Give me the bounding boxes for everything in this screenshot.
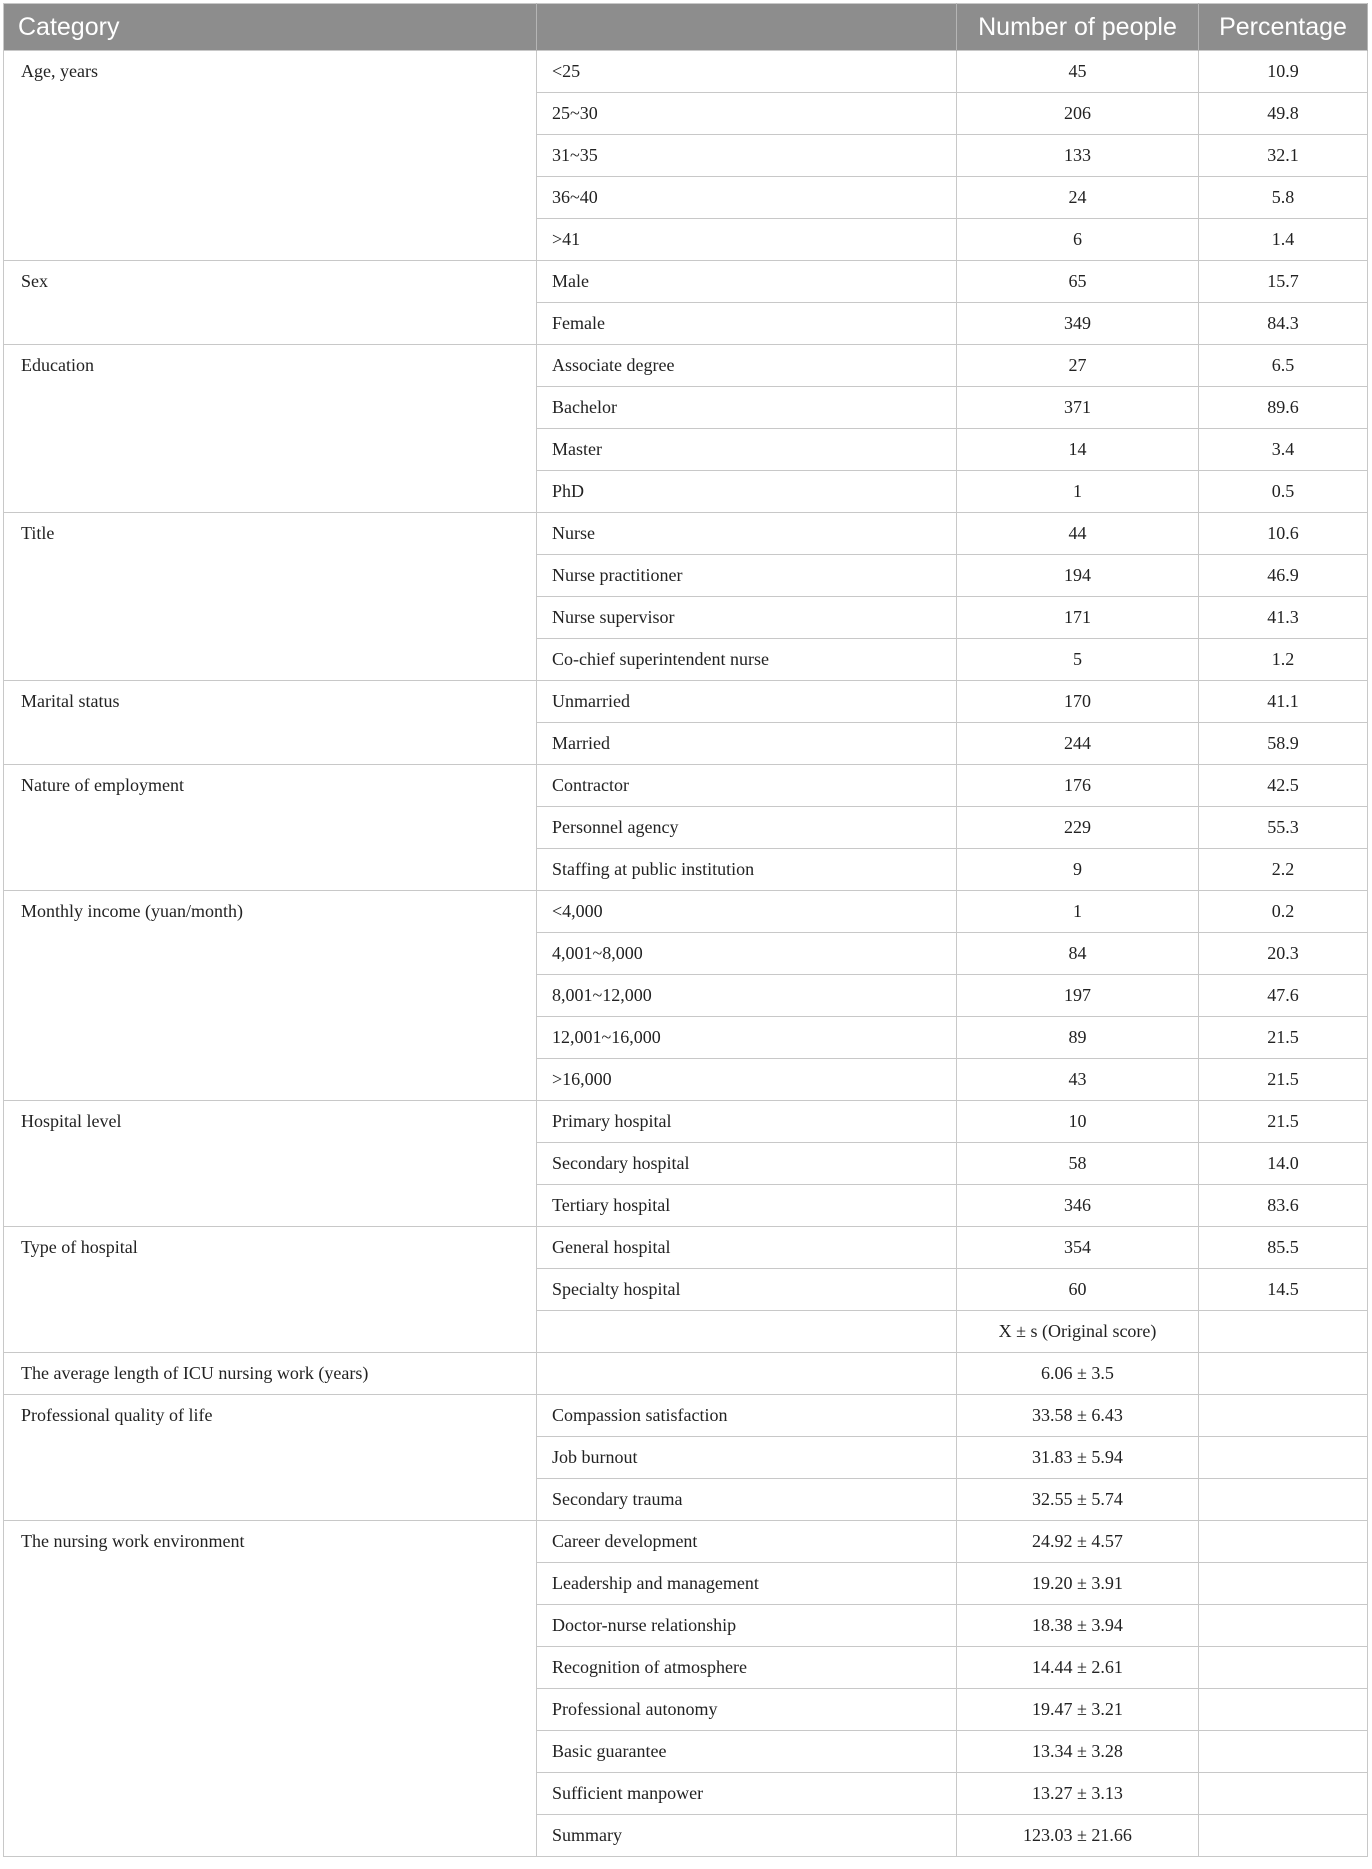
subcategory-cell — [537, 1353, 957, 1395]
subcategory-cell: Secondary trauma — [537, 1479, 957, 1521]
percentage-cell: 1.2 — [1199, 639, 1368, 681]
subcategory-cell: Tertiary hospital — [537, 1185, 957, 1227]
number-cell: 1 — [957, 891, 1199, 933]
category-label: Monthly income (yuan/month) — [4, 891, 537, 1101]
percentage-cell: 3.4 — [1199, 429, 1368, 471]
percentage-cell: 55.3 — [1199, 807, 1368, 849]
subcategory-cell: Co-chief superintendent nurse — [537, 639, 957, 681]
subcategory-cell: Married — [537, 723, 957, 765]
table-row — [4, 1521, 1368, 1563]
percentage-cell — [1199, 1437, 1368, 1479]
header-subcategory — [537, 4, 957, 51]
subcategory-cell: Doctor-nurse relationship — [537, 1605, 957, 1647]
demographics-table — [3, 3, 1368, 1857]
number-cell: 27 — [957, 345, 1199, 387]
table-row — [4, 261, 1368, 303]
category-label: Title — [4, 513, 537, 681]
number-cell: 5 — [957, 639, 1199, 681]
number-cell: 197 — [957, 975, 1199, 1017]
percentage-cell: 49.8 — [1199, 93, 1368, 135]
table-row — [4, 765, 1368, 807]
number-cell: 60 — [957, 1269, 1199, 1311]
number-cell: 123.03 ± 21.66 — [957, 1815, 1199, 1857]
table-row — [4, 51, 1368, 93]
subcategory-cell — [537, 1311, 957, 1353]
number-cell: 45 — [957, 51, 1199, 93]
number-cell: 229 — [957, 807, 1199, 849]
percentage-cell — [1199, 1311, 1368, 1353]
number-cell: X ± s (Original score) — [957, 1311, 1199, 1353]
category-label: Marital status — [4, 681, 537, 765]
subcategory-cell: 31~35 — [537, 135, 957, 177]
number-cell: 19.47 ± 3.21 — [957, 1689, 1199, 1731]
percentage-cell — [1199, 1521, 1368, 1563]
percentage-cell: 10.6 — [1199, 513, 1368, 555]
percentage-cell — [1199, 1563, 1368, 1605]
percentage-cell: 47.6 — [1199, 975, 1368, 1017]
percentage-cell: 21.5 — [1199, 1017, 1368, 1059]
percentage-cell: 14.0 — [1199, 1143, 1368, 1185]
table-header — [4, 4, 1368, 51]
category-label: Professional quality of life — [4, 1395, 537, 1521]
number-cell: 371 — [957, 387, 1199, 429]
number-cell: 1 — [957, 471, 1199, 513]
percentage-cell: 85.5 — [1199, 1227, 1368, 1269]
percentage-cell: 84.3 — [1199, 303, 1368, 345]
percentage-cell — [1199, 1647, 1368, 1689]
subcategory-cell: Nurse — [537, 513, 957, 555]
number-cell: 18.38 ± 3.94 — [957, 1605, 1199, 1647]
subcategory-cell: Associate degree — [537, 345, 957, 387]
table-row — [4, 1395, 1368, 1437]
number-cell: 24 — [957, 177, 1199, 219]
subcategory-cell: Bachelor — [537, 387, 957, 429]
subcategory-cell: Professional autonomy — [537, 1689, 957, 1731]
table-row — [4, 1101, 1368, 1143]
subcategory-cell: >41 — [537, 219, 957, 261]
subcategory-cell: 12,001~16,000 — [537, 1017, 957, 1059]
category-label: Hospital level — [4, 1101, 537, 1227]
number-cell: 14 — [957, 429, 1199, 471]
subcategory-cell: 8,001~12,000 — [537, 975, 957, 1017]
percentage-cell: 42.5 — [1199, 765, 1368, 807]
percentage-cell: 10.9 — [1199, 51, 1368, 93]
percentage-cell: 32.1 — [1199, 135, 1368, 177]
subcategory-cell: Female — [537, 303, 957, 345]
percentage-cell: 14.5 — [1199, 1269, 1368, 1311]
subcategory-cell: Primary hospital — [537, 1101, 957, 1143]
subcategory-cell: Summary — [537, 1815, 957, 1857]
percentage-cell: 2.2 — [1199, 849, 1368, 891]
percentage-cell — [1199, 1353, 1368, 1395]
percentage-cell: 6.5 — [1199, 345, 1368, 387]
percentage-cell: 58.9 — [1199, 723, 1368, 765]
percentage-cell — [1199, 1815, 1368, 1857]
percentage-cell — [1199, 1731, 1368, 1773]
percentage-cell: 0.5 — [1199, 471, 1368, 513]
subcategory-cell: Leadership and management — [537, 1563, 957, 1605]
percentage-cell: 41.3 — [1199, 597, 1368, 639]
percentage-cell: 1.4 — [1199, 219, 1368, 261]
subcategory-cell: <4,000 — [537, 891, 957, 933]
percentage-cell: 20.3 — [1199, 933, 1368, 975]
subcategory-cell: Master — [537, 429, 957, 471]
number-cell: 65 — [957, 261, 1199, 303]
category-label: Sex — [4, 261, 537, 345]
subcategory-cell: Unmarried — [537, 681, 957, 723]
number-cell: 58 — [957, 1143, 1199, 1185]
subcategory-cell: Sufficient manpower — [537, 1773, 957, 1815]
number-cell: 170 — [957, 681, 1199, 723]
number-cell: 6 — [957, 219, 1199, 261]
subcategory-cell: Job burnout — [537, 1437, 957, 1479]
percentage-cell: 21.5 — [1199, 1059, 1368, 1101]
subcategory-cell: Staffing at public institution — [537, 849, 957, 891]
table-row — [4, 513, 1368, 555]
subcategory-cell: Contractor — [537, 765, 957, 807]
subcategory-cell: PhD — [537, 471, 957, 513]
number-cell: 194 — [957, 555, 1199, 597]
subcategory-cell: General hospital — [537, 1227, 957, 1269]
table-row — [4, 891, 1368, 933]
number-cell: 44 — [957, 513, 1199, 555]
header-category: Category — [4, 4, 537, 51]
percentage-cell: 83.6 — [1199, 1185, 1368, 1227]
category-label: The average length of ICU nursing work (years) — [4, 1353, 537, 1395]
percentage-cell — [1199, 1689, 1368, 1731]
category-label: Nature of employment — [4, 765, 537, 891]
number-cell: 43 — [957, 1059, 1199, 1101]
number-cell: 346 — [957, 1185, 1199, 1227]
table-row — [4, 345, 1368, 387]
subcategory-cell: Recognition of atmosphere — [537, 1647, 957, 1689]
number-cell: 244 — [957, 723, 1199, 765]
number-cell: 354 — [957, 1227, 1199, 1269]
subcategory-cell: >16,000 — [537, 1059, 957, 1101]
subcategory-cell: Specialty hospital — [537, 1269, 957, 1311]
number-cell: 24.92 ± 4.57 — [957, 1521, 1199, 1563]
subcategory-cell: Nurse practitioner — [537, 555, 957, 597]
number-cell: 31.83 ± 5.94 — [957, 1437, 1199, 1479]
subcategory-cell: Nurse supervisor — [537, 597, 957, 639]
subcategory-cell: Male — [537, 261, 957, 303]
header-row — [4, 4, 1368, 51]
header-percentage: Percentage — [1199, 4, 1368, 51]
number-cell: 171 — [957, 597, 1199, 639]
number-cell: 13.34 ± 3.28 — [957, 1731, 1199, 1773]
subcategory-cell: 25~30 — [537, 93, 957, 135]
subcategory-cell: Secondary hospital — [537, 1143, 957, 1185]
number-cell: 206 — [957, 93, 1199, 135]
header-number: Number of people — [957, 4, 1199, 51]
number-cell: 10 — [957, 1101, 1199, 1143]
percentage-cell: 89.6 — [1199, 387, 1368, 429]
number-cell: 9 — [957, 849, 1199, 891]
number-cell: 176 — [957, 765, 1199, 807]
percentage-cell — [1199, 1605, 1368, 1647]
category-label: Education — [4, 345, 537, 513]
percentage-cell: 5.8 — [1199, 177, 1368, 219]
percentage-cell — [1199, 1395, 1368, 1437]
number-cell: 13.27 ± 3.13 — [957, 1773, 1199, 1815]
category-label: The nursing work environment — [4, 1521, 537, 1857]
subcategory-cell: Compassion satisfaction — [537, 1395, 957, 1437]
subcategory-cell: 4,001~8,000 — [537, 933, 957, 975]
subcategory-cell: Basic guarantee — [537, 1731, 957, 1773]
table-body — [4, 51, 1368, 1857]
number-cell: 84 — [957, 933, 1199, 975]
number-cell: 349 — [957, 303, 1199, 345]
number-cell: 32.55 ± 5.74 — [957, 1479, 1199, 1521]
percentage-cell: 46.9 — [1199, 555, 1368, 597]
percentage-cell: 15.7 — [1199, 261, 1368, 303]
number-cell: 89 — [957, 1017, 1199, 1059]
subcategory-cell: <25 — [537, 51, 957, 93]
percentage-cell: 41.1 — [1199, 681, 1368, 723]
subcategory-cell: Career development — [537, 1521, 957, 1563]
table-row — [4, 1353, 1368, 1395]
number-cell: 133 — [957, 135, 1199, 177]
number-cell: 14.44 ± 2.61 — [957, 1647, 1199, 1689]
percentage-cell: 0.2 — [1199, 891, 1368, 933]
number-cell: 33.58 ± 6.43 — [957, 1395, 1199, 1437]
subcategory-cell: Personnel agency — [537, 807, 957, 849]
category-label: Age, years — [4, 51, 537, 261]
subcategory-cell: 36~40 — [537, 177, 957, 219]
percentage-cell — [1199, 1773, 1368, 1815]
number-cell: 6.06 ± 3.5 — [957, 1353, 1199, 1395]
percentage-cell — [1199, 1479, 1368, 1521]
table-row — [4, 1227, 1368, 1269]
percentage-cell: 21.5 — [1199, 1101, 1368, 1143]
table-row — [4, 681, 1368, 723]
category-label: Type of hospital — [4, 1227, 537, 1353]
number-cell: 19.20 ± 3.91 — [957, 1563, 1199, 1605]
